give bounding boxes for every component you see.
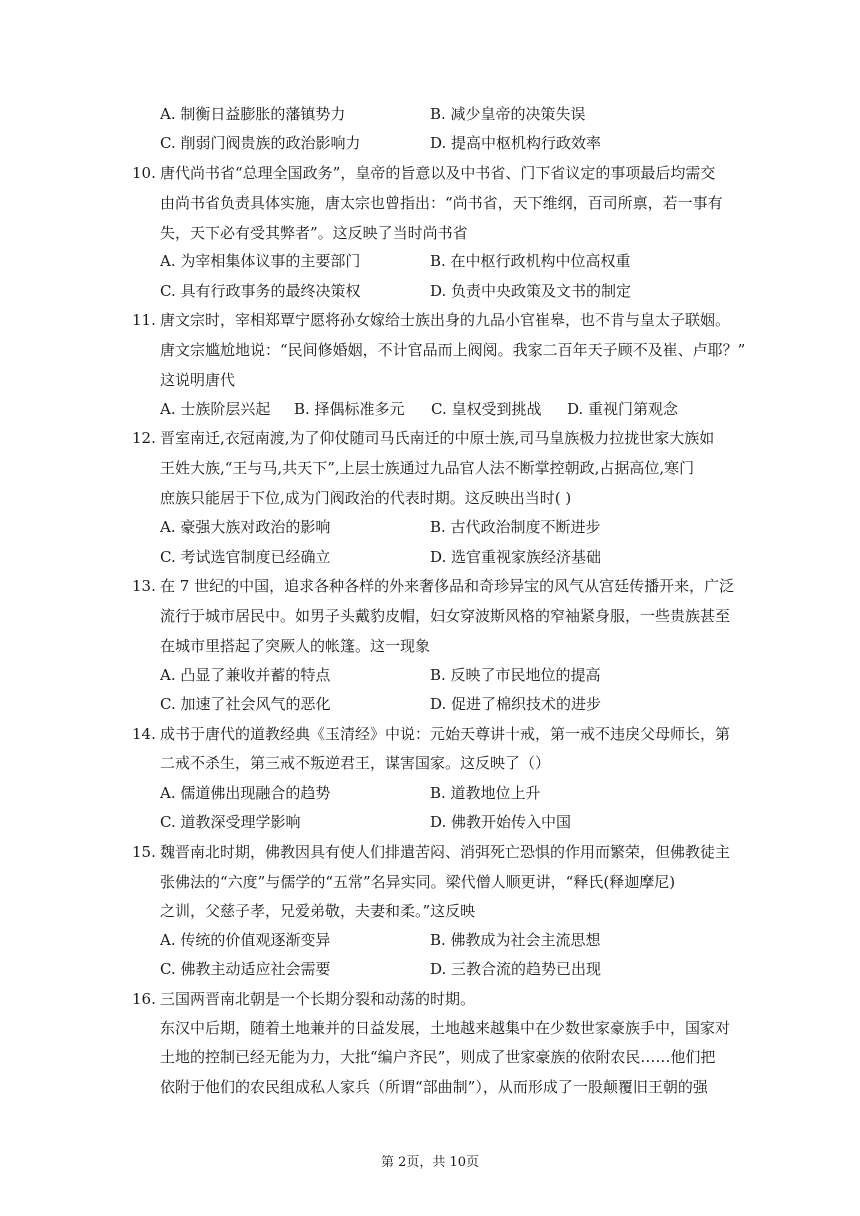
- q15-option-a[interactable]: A. 传统的价值观逐渐变异: [160, 931, 331, 949]
- question-text-line: 这说明唐代: [160, 371, 236, 389]
- question-number: 12.: [132, 429, 156, 447]
- q10-option-c[interactable]: C. 具有行政事务的最终决策权: [160, 282, 361, 300]
- q15-option-b[interactable]: B. 佛教成为社会主流思想: [430, 931, 601, 949]
- question-text-line: 庶族只能居于下位,成为门阀政治的代表时期。这反映出当时( ): [160, 489, 572, 507]
- question-text-line: 王姓大族,“王与马,共天下”,上层士族通过九品官人法不断掌控朝政,占据高位,寒门: [160, 459, 695, 477]
- question-number: 16.: [132, 990, 156, 1008]
- q12-option-d[interactable]: D. 选官重视家族经济基础: [430, 548, 602, 566]
- question-text-line: 二戒不杀生，第三戒不叛逆君王，谋害国家。这反映了（）: [160, 754, 551, 772]
- question-text-line: 唐代尚书省“总理全国政务”，皇帝的旨意以及中书省、门下省议定的事项最后均需交: [160, 164, 716, 182]
- q14-option-c[interactable]: C. 道教深受理学影响: [160, 813, 301, 831]
- question-text-line: 之训，父慈子孝，兄爱弟敬，夫妻和柔。”这反映: [160, 902, 476, 920]
- q12-options-row-2: [0, 546, 860, 568]
- page-footer: 第 2页，共 10页: [380, 1155, 480, 1170]
- question-material-line: 依附于他们的农民组成私人家兵（所谓“部曲制”），从而形成了一股颠覆旧王朝的强: [160, 1078, 708, 1096]
- question-number: 14.: [132, 725, 156, 743]
- question-text-line: 失，天下必有受其弊者”。这反映了当时尚书省: [160, 224, 468, 242]
- q9-options-row-2: [0, 132, 860, 154]
- q13-option-d[interactable]: D. 促进了棉织技术的进步: [430, 695, 602, 713]
- q14-options-row-2: [0, 811, 860, 833]
- q13-options-row-1: [0, 664, 860, 686]
- question-material-line: 东汉中后期，随着土地兼并的日益发展，土地越来越集中在少数世家豪族手中，国家对: [160, 1019, 731, 1037]
- question-text-line: 成书于唐代的道教经典《玉清经》中说：元始天尊讲十戒，第一戒不违戾父母师长，第: [160, 725, 731, 743]
- q9-option-a[interactable]: A. 制衡日益膨胀的藩镇势力: [160, 105, 346, 123]
- q11-option-c[interactable]: C. 皇权受到挑战: [431, 400, 542, 418]
- q9-option-c[interactable]: C. 削弱门阀贵族的政治影响力: [160, 134, 361, 152]
- q10-option-d[interactable]: D. 负责中央政策及文书的制定: [430, 282, 632, 300]
- q9-options-row-1: [0, 103, 860, 125]
- q9-option-b[interactable]: B. 减少皇帝的决策失误: [430, 105, 586, 123]
- q11-option-d[interactable]: D. 重视门第观念: [567, 400, 679, 418]
- q12-option-b[interactable]: B. 古代政治制度不断进步: [430, 518, 601, 536]
- question-text-line: 张佛法的“六度”与儒学的“五常”名异实同。梁代僧人顺更讲，“释氏(释迦摩尼): [160, 873, 676, 891]
- question-text-line: 三国两晋南北朝是一个长期分裂和动荡的时期。: [160, 990, 476, 1008]
- q14-option-b[interactable]: B. 道教地位上升: [430, 784, 541, 802]
- question-number: 13.: [132, 577, 156, 595]
- q13-option-b[interactable]: B. 反映了市民地位的提高: [430, 666, 601, 684]
- q11-option-a[interactable]: A. 士族阶层兴起: [160, 400, 271, 418]
- question-material-line: 土地的控制已经无能为力，大批“编户齐民”，则成了世家豪族的依附农民……他们把: [160, 1048, 716, 1066]
- q15-option-d[interactable]: D. 三教合流的趋势已出现: [430, 960, 602, 978]
- q13-options-row-2: [0, 693, 860, 715]
- q12-options-row-1: [0, 516, 860, 538]
- question-text-line: 晋室南迁,衣冠南渡,为了仰仗随司马氏南迁的中原士族,司马皇族极力拉拢世家大族如: [160, 429, 715, 447]
- question-text-line: 在城市里搭起了突厥人的帐篷。这一现象: [160, 637, 431, 655]
- q14-option-d[interactable]: D. 佛教开始传入中国: [430, 813, 572, 831]
- question-text-line: 魏晋南北时期，佛教因具有使人们排遣苦闷、消弭死亡恐惧的作用而繁荣，但佛教徒主: [160, 843, 731, 861]
- question-text-line: 由尚书省负责具体实施，唐太宗也曾指出：“尚书省，天下维纲，百司所禀，若一事有: [160, 194, 723, 212]
- q14-option-a[interactable]: A. 儒道佛出现融合的趋势: [160, 784, 331, 802]
- question-number: 11.: [132, 311, 156, 329]
- q15-options-row-2: [0, 958, 860, 980]
- q11-option-b[interactable]: B. 择偶标准多元: [294, 400, 405, 418]
- q13-option-a[interactable]: A. 凸显了兼收并蓄的特点: [160, 666, 331, 684]
- q13-option-c[interactable]: C. 加速了社会风气的恶化: [160, 695, 331, 713]
- question-text-line: 唐文宗尴尬地说：“民间修婚姻，不计官品而上阀阅。我家二百年天子顾不及崔、卢耶？”: [160, 341, 746, 359]
- question-text-line: 流行于城市居民中。如男子头戴豹皮帽，妇女穿波斯风格的窄袖紧身服，一些贵族甚至: [160, 607, 731, 625]
- q12-option-c[interactable]: C. 考试选官制度已经确立: [160, 548, 331, 566]
- q10-options-row-1: [0, 250, 860, 272]
- question-number: 15.: [132, 843, 156, 861]
- q11-options-row: [0, 398, 860, 420]
- q15-option-c[interactable]: C. 佛教主动适应社会需要: [160, 960, 331, 978]
- q12-option-a[interactable]: A. 豪强大族对政治的影响: [160, 518, 331, 536]
- q15-options-row-1: [0, 929, 860, 951]
- question-text-line: 在 7 世纪的中国，追求各种各样的外来奢侈品和奇珍异宝的风气从宫廷传播开来，广泛: [160, 577, 735, 595]
- q10-option-b[interactable]: B. 在中枢行政机构中位高权重: [430, 252, 631, 270]
- q14-options-row-1: [0, 782, 860, 804]
- question-number: 10.: [132, 164, 156, 182]
- q10-options-row-2: [0, 280, 860, 302]
- q9-option-d[interactable]: D. 提高中枢机构行政效率: [430, 134, 602, 152]
- question-text-line: 唐文宗时，宰相郑覃宁愿将孙女嫁给士族出身的九品小官崔皋，也不肯与皇太子联姻。: [160, 311, 731, 329]
- q10-option-a[interactable]: A. 为宰相集体议事的主要部门: [160, 252, 361, 270]
